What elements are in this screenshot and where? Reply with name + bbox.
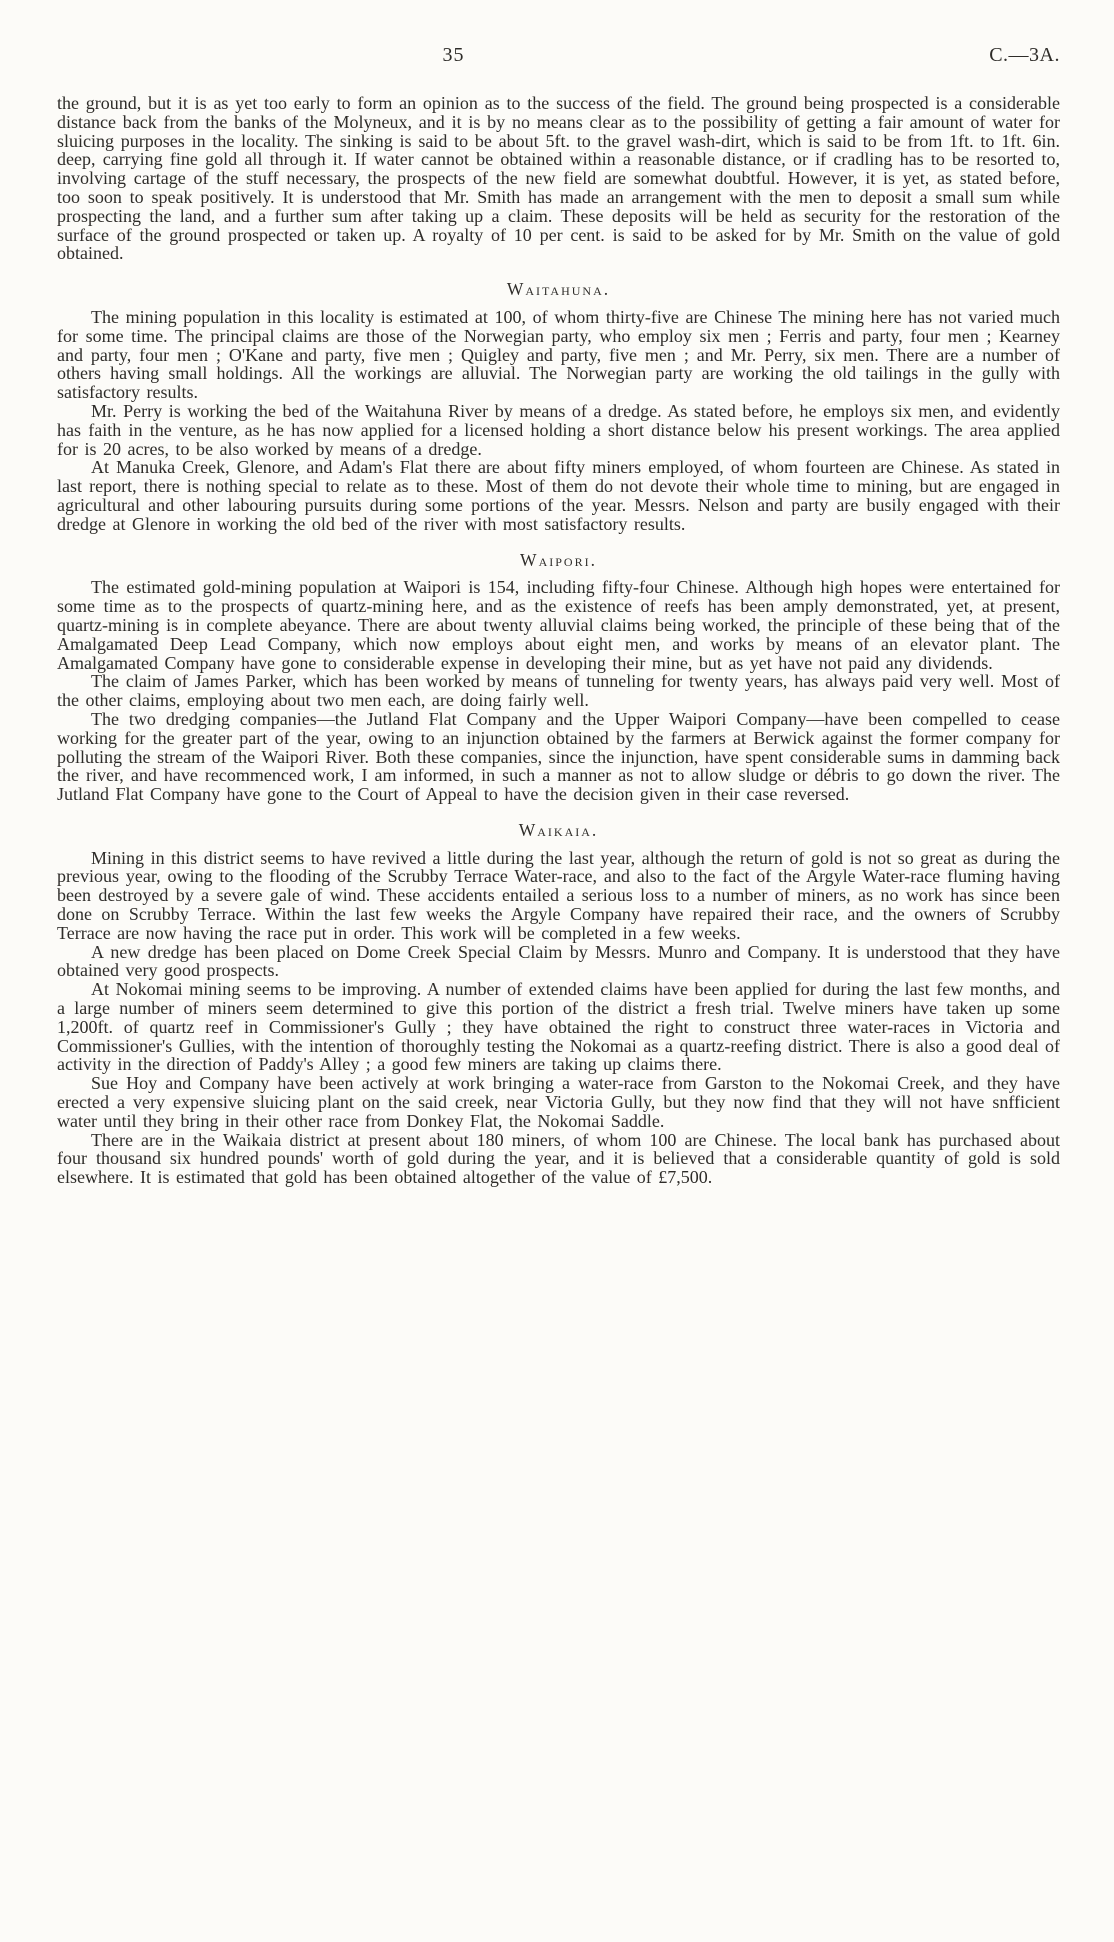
page-number: 35 xyxy=(442,44,465,66)
paragraph: Mining in this district seems to have revived a little during the last year, although the return of gold is not so great as during the previous year, owing to the flooding of the Scrubby Terrace Water-race, and also to the fact of the Argyle Water-race fluming having been destroyed by a severe gale of wind. These accidents entailed a serious loss to a number of miners, as no work has since been done on Scrubby Terrace. Within the last few weeks the Argyle Company have repaired their race, and the owners of Scrubby Terrace are now having the race put in order. This work will be completed in a few weeks. xyxy=(57,847,1060,943)
paragraph: Mr. Perry is working the bed of the Waitahuna River by means of a dredge. As stated before, he employs six men, and evidently has faith in the venture, as he has now applied for a licensed holding a short distance below his present workings. The area applied for is 20 acres, to be also worked by means of a dredge. xyxy=(57,400,1060,459)
section-heading-waikaia: Waikaia. xyxy=(518,819,599,840)
page-header xyxy=(57,44,1060,70)
paragraph: At Nokomai mining seems to be improving. A number of extended claims have been applied for during the last few months, and a large number of miners seem determined to give this portion of the district a fresh trial. Twelve miners have taken up some 1,200ft. of quartz reef in Commissioner's Gully ; they have obtained the right to construct three water-races in Victoria and Commissioner's Gullies, with the intention of thoroughly testing the Nokomai as a quartz-reefing district. There is also a good deal of activity in the direction of Paddy's Alley ; a good few miners are taking up claims there. xyxy=(57,979,1060,1075)
paragraph: At Manuka Creek, Glenore, and Adam's Flat there are about fifty miners employed, of whom fourteen are Chinese. As stated in last report, there is nothing special to relate as to these. Most of them do not devote their whole time to mining, but are engaged in agricultural and other labouring pursuits during some portions of the year. Messrs. Nelson and party are busily engaged with their dredge at Glenore in working the old bed of the river with most satisfactory results. xyxy=(57,457,1060,534)
paragraph: There are in the Waikaia district at present about 180 miners, of whom 100 are Chinese. The local bank has purchased about four thousand six hundred pounds' worth of gold during the year, and it is believed that a considerable quantity of gold is sold elsewhere. It is estimated that gold has been obtained altogether of the value of £7,500. xyxy=(57,1129,1060,1188)
paragraph: Sue Hoy and Company have been actively at work bringing a water-race from Garston to the Nokomai Creek, and they have erected a very expensive sluicing plant on the said creek, near Victoria Gully, but they now find that they will not have snfficient water until they bring in their other race from Donkey Flat, the Nokomai Saddle. xyxy=(57,1073,1060,1131)
paragraph: A new dredge has been placed on Dome Creek Special Claim by Messrs. Munro and Company. It is understood that they have obtained very good prospects. xyxy=(57,941,1060,981)
section-waipori xyxy=(57,551,1060,804)
paragraph: The claim of James Parker, which has been worked by means of tunneling for twenty years, has always paid very well. Most of the other claims, employing about two men each, are doing fairly well. xyxy=(57,671,1060,711)
paragraph: The estimated gold-mining population at Waipori is 154, including fifty-four Chinese. Although high hopes were entertained for some time as to the prospects of quartz-mining here, and as the existence of reefs has been amply demonstrated, yet, at present, quartz-mining is in complete abeyance. There are about twenty alluvial claims being worked, the principle of these being that of the Amalgamated Deep Lead Company, which now employs about eight men, and works by means of an elevator plant. The Amalgamated Company have gone to considerable expense in developing their mine, but as yet have not paid any dividends. xyxy=(57,577,1060,673)
continuation-paragraph: the ground, but it is as yet too early to form an opinion as to the success of the field. The ground being prospected is a considerable distance back from the banks of the Molyneux, and it is by no means clear as to the possibility of getting a fair amount of water for sluicing purposes in the locality. The sinking is said to be about 5ft. to the gravel wash-dirt, which is said to be from 1ft. to 1ft. 6in. deep, carrying fine gold all through it. If water cannot be obtained within a reasonable distance, or if cradling has to be resorted to, involving cartage of the stuff necessary, the prospects of the new field are somewhat doubtful. However, it is yet, as stated before, too soon to speak positively. It is understood that Mr. Smith has made an arrangement with the men to deposit a small sum while prospecting the land, and a further sum after taking up a claim. These deposits will be held as security for the restoration of the surface of the ground prospected or taken up. A royalty of 10 per cent. is said to be asked for by Mr. Smith on the value of gold obtained. xyxy=(57,93,1060,264)
page-body xyxy=(57,94,1060,1187)
section-waitahuna xyxy=(57,280,1060,533)
document-reference: C.—3A. xyxy=(989,44,1060,66)
paragraph: The mining population in this locality is estimated at 100, of whom thirty-five are Chinese The mining here has not varied much for some time. The principal claims are those of the Norwegian party, who employ six men ; Ferris and party, four men ; Kearney and party, four men ; O'Kane and party, five men ; Quigley and party, five men ; and Mr. Perry, six men. There are a number of others having small holdings. All the workings are alluvial. The Norwegian party are working the old tailings in the gully with satisfactory results. xyxy=(57,306,1060,403)
section-heading-waipori: Waipori. xyxy=(520,549,597,570)
paragraph: The two dredging companies—the Jutland Flat Company and the Upper Waipori Company—have been compelled to cease working for the greater part of the year, owing to an injunction obtained by the farmers at Berwick against the former company for polluting the stream of the Waipori River. Both these companies, since the injunction, have spent considerable sums in damming back the river, and have recommenced work, I am informed, in such a manner as not to allow sludge or débris to go down the river. The Jutland Flat Company have gone to the Court of Appeal to have the decision given in their case reversed. xyxy=(57,708,1060,805)
section-heading-waitahuna: Waitahuna. xyxy=(506,279,611,300)
section-waikaia xyxy=(57,821,1060,1187)
